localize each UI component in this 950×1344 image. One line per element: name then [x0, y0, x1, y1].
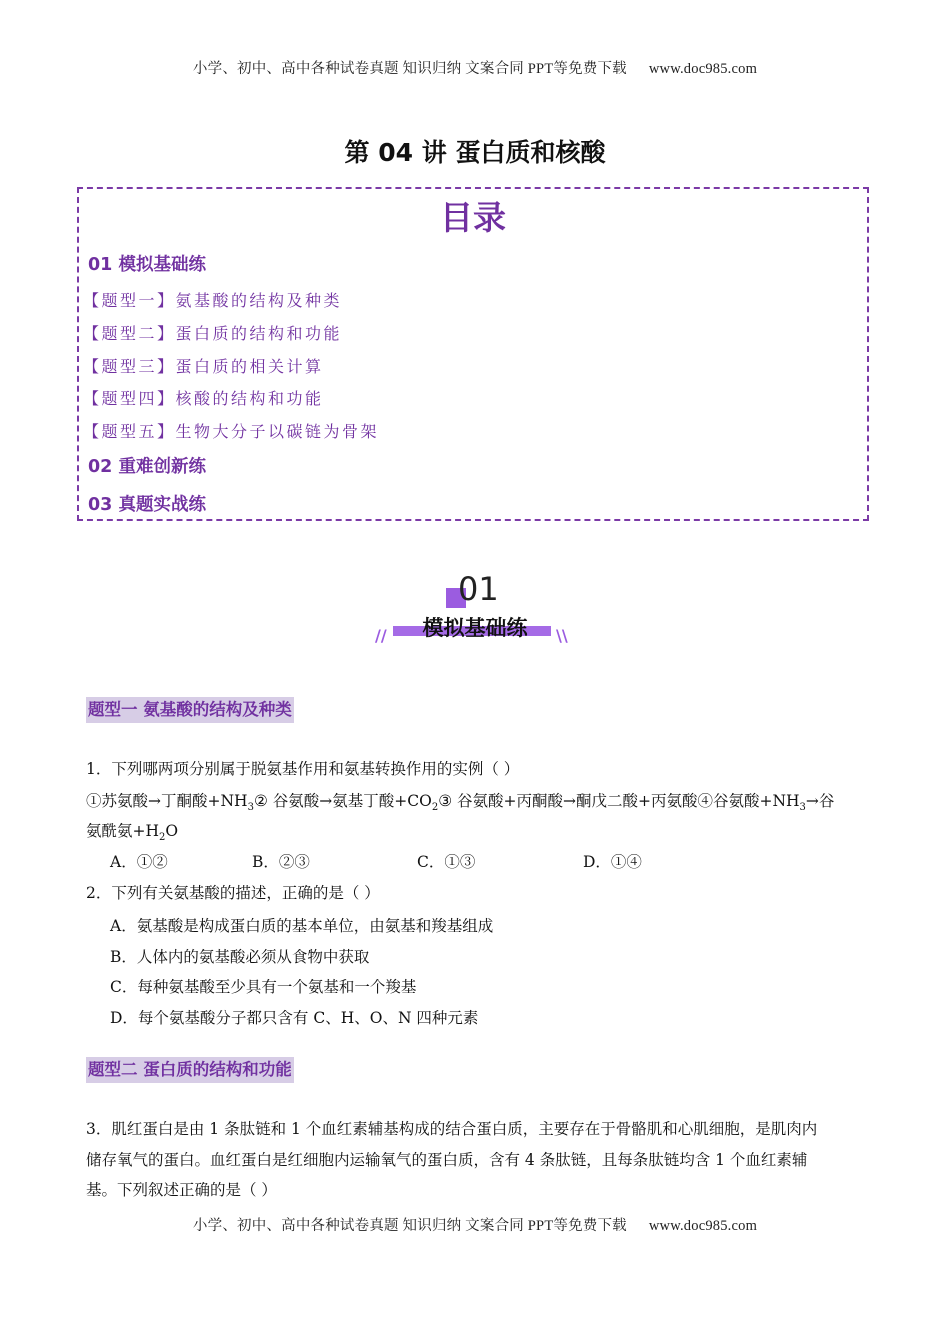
q1-formula-part: →谷: [805, 792, 835, 810]
toc-section-2[interactable]: 02 重难创新练: [88, 457, 206, 477]
q1-option-d[interactable]: D．①④: [583, 853, 642, 871]
q1-formula-line: [86, 789, 834, 813]
banner-slash-left-icon: //: [375, 626, 387, 645]
section-label-1: 题型一 氨基酸的结构及种类: [86, 697, 294, 723]
footer-text: 小学、初中、高中各种试卷真题 知识归纳 文案合同 PPT等免费下载: [192, 1218, 627, 1234]
banner-slash-right-icon: \\: [556, 626, 568, 645]
toc-section-1[interactable]: 01 模拟基础练: [88, 255, 206, 275]
q1-formula-sub: 2: [431, 802, 439, 814]
q1-formula-part: ② 谷氨酸→氨基丁酸+CO: [253, 792, 432, 810]
q2-stem: 2．下列有关氨基酸的描述，正确的是（ ）: [86, 884, 380, 902]
toc-section-3[interactable]: 03 真题实战练: [88, 495, 206, 515]
header-text: 小学、初中、高中各种试卷真题 知识归纳 文案合同 PPT等免费下载: [192, 61, 627, 77]
q1-formula-part: 氨酰氨+H: [86, 822, 160, 840]
section-banner: [370, 570, 580, 650]
q1-formula-line-2: [86, 819, 178, 843]
q1-formula-part: ③ 谷氨酸+丙酮酸→酮戊二酸+丙氨酸④谷氨酸+NH: [438, 792, 800, 810]
page-footer: [0, 1214, 950, 1235]
q1-option-c[interactable]: C．①③: [417, 853, 476, 871]
q1-option-b[interactable]: B．②③: [252, 853, 310, 871]
q3-line-2: 储存氧气的蛋白。血红蛋白是红细胞内运输氧气的蛋白质，含有 4 条肽链，且每条肽链均含 1 个血红素辅: [86, 1151, 808, 1169]
toc-item-4[interactable]: 【题型四】核酸的结构和功能: [83, 389, 324, 408]
toc-item-2[interactable]: 【题型二】蛋白质的结构和功能: [83, 324, 343, 343]
q1-formula-part: ①苏氨酸→丁酮酸+NH: [86, 792, 248, 810]
toc-item-5[interactable]: 【题型五】生物大分子以碳链为骨架: [83, 422, 380, 441]
toc-item-1[interactable]: 【题型一】氨基酸的结构及种类: [83, 291, 343, 310]
q2-option-c[interactable]: C．每种氨基酸至少具有一个氨基和一个羧基: [110, 978, 417, 996]
q1-formula-sub: 3: [247, 802, 254, 814]
q3-line-1: 3．肌红蛋白是由 1 条肽链和 1 个血红素辅基构成的结合蛋白质，主要存在于骨骼肌和心肌细胞，是肌肉内: [86, 1120, 818, 1138]
q1-formula-sub: 3: [799, 802, 806, 814]
q2-option-d[interactable]: D．每个氨基酸分子都只含有 C、H、O、N 四种元素: [110, 1009, 479, 1027]
banner-number: 01: [458, 570, 499, 608]
q1-option-a[interactable]: A．①②: [110, 853, 168, 871]
q2-option-a[interactable]: A．氨基酸是构成蛋白质的基本单位，由氨基和羧基组成: [110, 917, 494, 935]
q2-option-b[interactable]: B．人体内的氨基酸必须从食物中获取: [110, 948, 370, 966]
page-header: [0, 57, 950, 78]
table-of-contents: [77, 187, 869, 521]
header-site[interactable]: www.doc985.com: [648, 61, 758, 77]
banner-label: 模拟基础练: [422, 616, 528, 640]
section-label-2: 题型二 蛋白质的结构和功能: [86, 1057, 294, 1083]
page-title: 第 04 讲 蛋白质和核酸: [344, 138, 606, 167]
toc-item-3[interactable]: 【题型三】蛋白质的相关计算: [83, 357, 324, 376]
footer-site[interactable]: www.doc985.com: [648, 1218, 758, 1234]
q3-line-3: 基。下列叙述正确的是（ ）: [86, 1181, 277, 1199]
toc-heading: 目录: [440, 198, 506, 237]
q1-formula-sub: 2: [159, 832, 166, 844]
q1-stem: 1．下列哪两项分别属于脱氨基作用和氨基转换作用的实例（ ）: [86, 760, 520, 778]
q1-formula-part: O: [165, 822, 179, 840]
